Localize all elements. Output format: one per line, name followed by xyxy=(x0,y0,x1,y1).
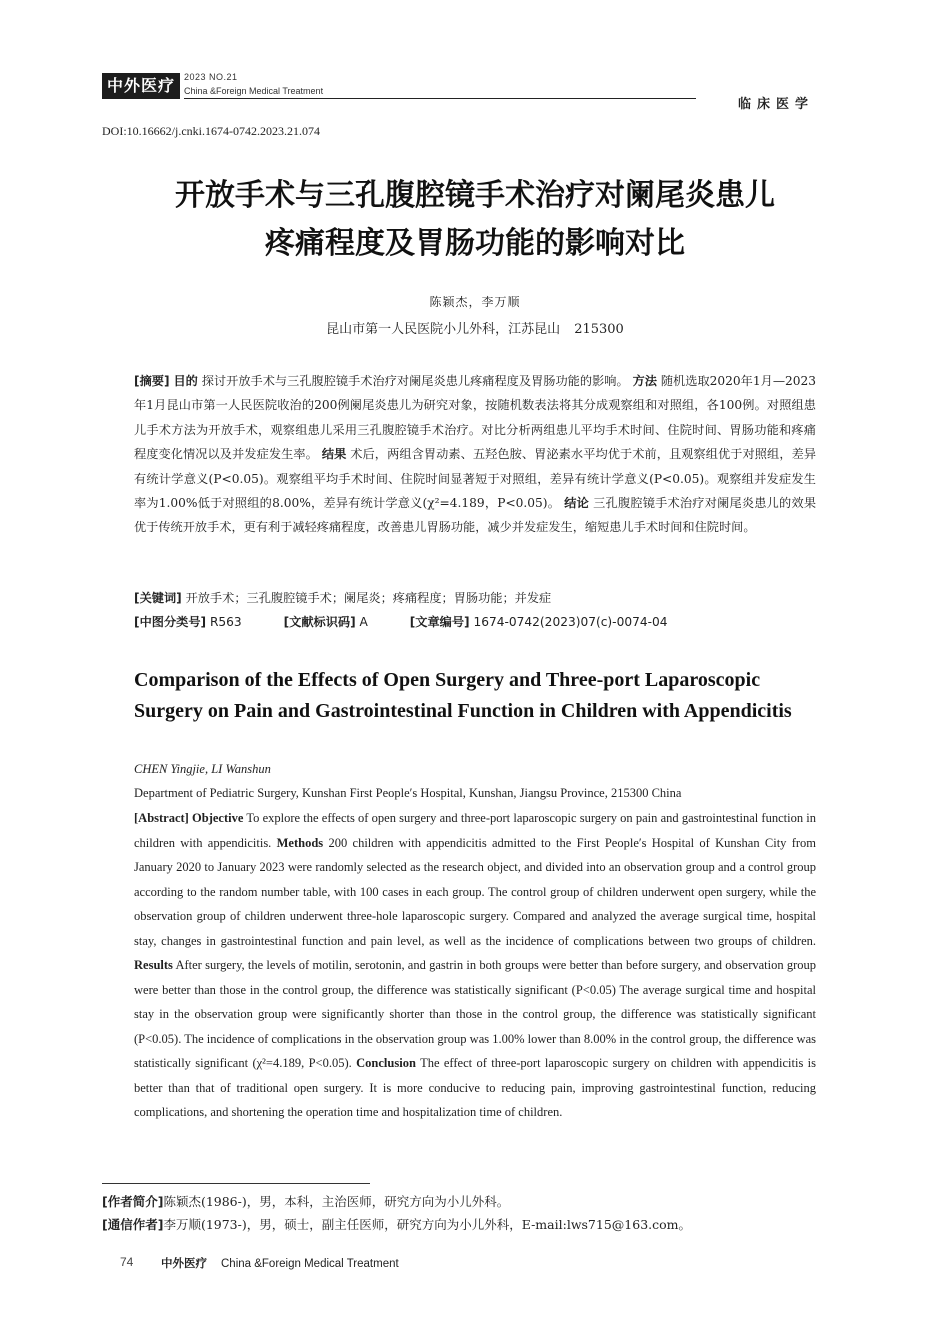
abstract-en-results: After surgery, the levels of motilin, serotonin, and gastrin in both groups were better than before surgery, and observation group were better than those in the control group, the difference was statistically significant (P<0.05) The average surgical time and hospital stay in the observation group were significantly shorter than those in the control group, the difference was statistically significant (P<0.05). The incidence of complications in the observation group was 1.00% lower than 8.00% in the control group, the difference was statistically significant (χ²=4.189, P<0.05). xyxy=(134,958,816,1070)
article-number-label: [文章编号] xyxy=(409,615,470,629)
affiliation-en: Department of Pediatric Surgery, Kunshan First People′s Hospital, Kunshan, Jiangsu Province, 215300 China xyxy=(134,786,682,800)
abstract-en-methods: 200 children with appendicitis admitted to the First People′s Hospital of Kunshan City from January 2020 to January 2023 were randomly selected as the research object, and divided into an observation group and a control group according to the random number table, with 100 cases in each group. The control group of children underwent open surgery, while the observation group of children underwent three-hole laparoscopic surgery. Compared and analyzed the average surgical time, hospital stay, changes in gastrointestinal function and pain level, as well as the incidence of complications between two groups of children. xyxy=(134,835,817,948)
journal-logo: 中外医疗 xyxy=(102,73,180,99)
doc-code xyxy=(284,615,368,629)
footnote-corresponding xyxy=(102,1215,691,1233)
abstract-en-conclusion-label: Conclusion xyxy=(356,1056,416,1070)
affiliation-cn xyxy=(0,318,950,337)
page-number: 74 xyxy=(120,1255,134,1269)
footnote-author xyxy=(102,1192,509,1210)
title-cn-line1: 开放手术与三孔腹腔镜手术治疗对阑尾炎患儿 xyxy=(175,178,775,213)
journal-name-en: China &Foreign Medical Treatment xyxy=(184,86,324,96)
section-label: 临床医学 xyxy=(737,97,814,112)
title-cn xyxy=(60,172,890,268)
header-rule xyxy=(184,98,696,99)
article-number-value: 1674-0742(2023)07(c)-0074-04 xyxy=(473,615,668,629)
abstract-en-results-label: Results xyxy=(134,958,173,972)
doc-code-label: [文献标识码] xyxy=(283,615,356,629)
abstract-en-label: [Abstract] xyxy=(134,811,189,825)
abstract-cn xyxy=(134,369,816,540)
authors-en: CHEN Yingjie, LI Wanshun xyxy=(134,762,271,776)
footnote-corresponding-text: 李万顺(1973-)，男，硕士，副主任医师，研究方向为小儿外科，E-mail:lws715@163.com。 xyxy=(163,1217,692,1232)
article-number xyxy=(410,615,668,629)
doc-code-value: A xyxy=(359,615,368,629)
keywords-cn-text: 开放手术；三孔腹腔镜手术；阑尾炎；疼痛程度；胃肠功能；并发症 xyxy=(185,591,552,605)
affiliation-cn-text: 昆山市第一人民医院小儿外科，江苏昆山 xyxy=(326,322,561,337)
issue-number: 2023 NO.21 xyxy=(184,72,238,82)
abstract-cn-methods: 随机选取2020年1月—2023年1月昆山市第一人民医院收治的200例阑尾炎患儿为研究对象，按随机数表法将其分成观察组和对照组，各100例。对照组患儿手术方法为开放手术，观察组患儿采用三孔腹腔镜手术治疗。对比分析两组患儿平均手术时间、住院时间、胃肠功能和疼痛程度变化情况以及并发症发生率。 xyxy=(134,374,817,462)
clc-value: R563 xyxy=(209,615,242,629)
abstract-cn-results-label: 结果 xyxy=(321,447,347,462)
title-en: Comparison of the Effects of Open Surgery and Three-port Laparoscopic Surgery on Pain and Gastrointestinal Function in Children with Appendicitis xyxy=(134,669,792,722)
keywords-cn xyxy=(134,589,551,606)
abstract-cn-results: 术后，两组含胃动素、五羟色胺、胃泌素水平均优于术前，且观察组优于对照组，差异有统计学意义(P<0.05)。观察组平均手术时间、住院时间显著短于对照组，差异有统计学意义(P<0.05)。观察组并发症发生率为1.00%低于对照组的8.00%，差异有统计学意义(χ²=4.189，P<0.05)。 xyxy=(134,447,817,511)
abstract-en-methods-label: Methods xyxy=(276,835,324,850)
abstract-cn-objective-label: 目的 xyxy=(173,374,198,388)
abstract-cn-objective: 探讨开放手术与三孔腹腔镜手术治疗对阑尾炎患儿疼痛程度及胃肠功能的影响。 xyxy=(201,374,629,388)
footnote-author-label: [作者简介] xyxy=(102,1194,164,1209)
footer-journal-cn: 中外医疗 xyxy=(161,1256,207,1270)
abstract-cn-methods-label: 方法 xyxy=(632,374,657,388)
abstract-en-conclusion: The effect of three-port laparoscopic surgery on children with appendicitis is better than that of traditional open surgery. It is more conducive to reducing pain, improving gastrointestinal function, reducing complications, and shortening the operation time and hospitalization time of children. xyxy=(134,1056,817,1119)
authors-cn: 陈颖杰，李万顺 xyxy=(429,295,521,309)
clc xyxy=(134,615,242,629)
footer-journal xyxy=(161,1255,399,1271)
classification-line xyxy=(134,613,834,630)
abstract-en-objective-label: Objective xyxy=(192,811,244,825)
title-cn-line2: 疼痛程度及胃肠功能的影响对比 xyxy=(265,226,685,261)
footnote-rule xyxy=(102,1183,370,1184)
abstract-en xyxy=(134,806,816,1125)
abstract-cn-label: [摘要] xyxy=(134,374,170,388)
keywords-cn-label: [关键词] xyxy=(134,591,182,605)
affiliation-cn-zip: 215300 xyxy=(574,322,624,337)
abstract-cn-conclusion-label: 结论 xyxy=(564,496,590,511)
clc-label: [中图分类号] xyxy=(134,615,207,629)
doi: DOI:10.16662/j.cnki.1674-0742.2023.21.074 xyxy=(102,124,320,138)
footnote-corresponding-label: [通信作者] xyxy=(102,1217,164,1232)
footer-journal-en: China &Foreign Medical Treatment xyxy=(221,1258,399,1270)
abstract-en-objective: To explore the effects of open surgery and three-port laparoscopic surgery on pain and gastrointestinal function in children with appendicitis. xyxy=(134,811,816,850)
footnote-author-text: 陈颖杰(1986-)，男，本科，主治医师，研究方向为小儿外科。 xyxy=(163,1194,510,1209)
abstract-cn-conclusion: 三孔腹腔镜手术治疗对阑尾炎患儿的效果优于传统开放手术，更有利于减轻疼痛程度，改善患儿胃肠功能，减少并发症发生，缩短患儿手术时间和住院时间。 xyxy=(134,496,817,535)
